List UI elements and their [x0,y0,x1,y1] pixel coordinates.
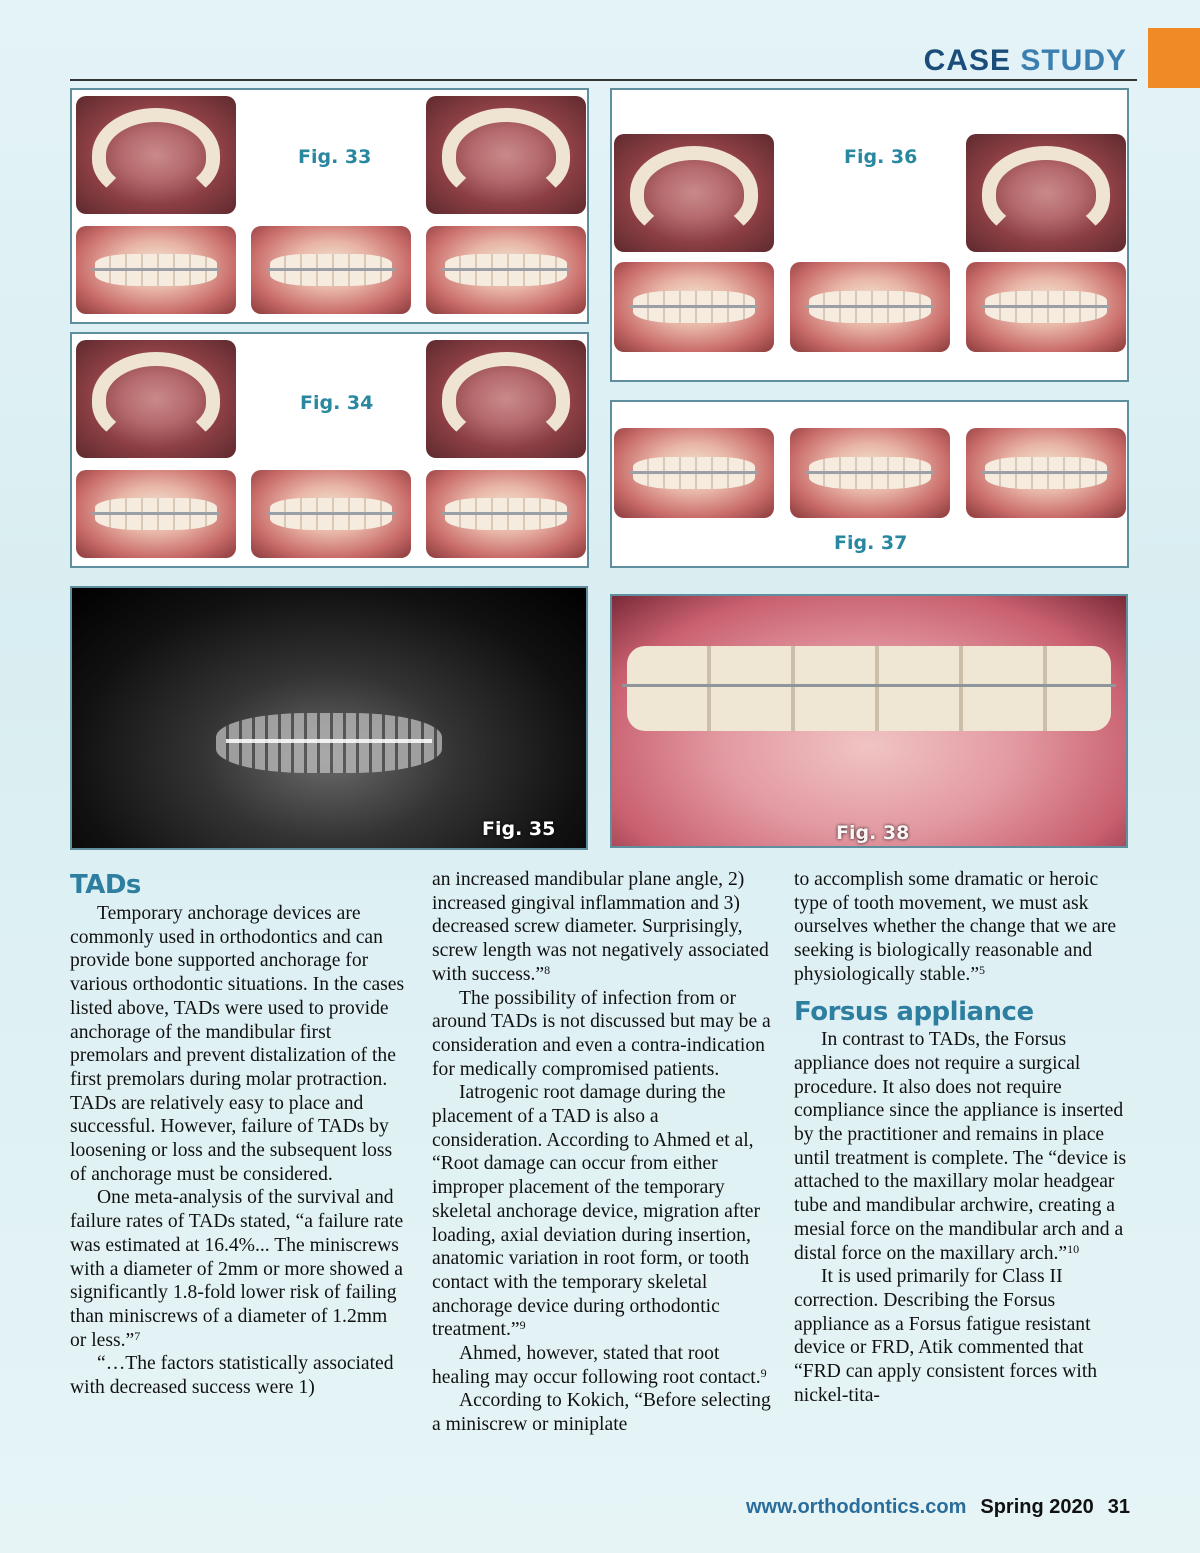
figure-35-panoramic-xray [70,586,588,850]
section-title-bold: CASE [923,44,1011,77]
paragraph: According to Kokich, “Before selecting a miniscrew or miniplate [432,1390,771,1436]
figure-33-upper-arch-photo [76,96,236,214]
figure-34-left-bite-photo [426,470,586,558]
figure-38-closeup-photo [610,594,1128,848]
column-1 [70,902,406,1400]
figure-38-label: Fig. 38 [836,822,910,844]
figure-37-right-bite-photo [614,428,774,518]
page-footer [746,1496,1130,1519]
paragraph: One meta-analysis of the survival and failure rates of TADs stated, “a failure rate was estimated at 16.4%... The miniscrews with a diameter of 2mm or more showed a significantly 1.8-fold lower risk of failing than miniscrews of a diameter of 1.2mm or less.”$^7$ [70,1187,404,1351]
paragraph: an increased mandibular plane angle, 2) increased gingival inflammation and 3) decreased screw diameter. Surprisingly, screw length was not negatively associated with success.”$^8$ [432,869,769,985]
figure-33-label: Fig. 33 [298,146,372,168]
figure-33-front-bite-photo [251,226,411,314]
figure-34-lower-arch-photo [426,340,586,458]
figure-36-front-bite-photo [790,262,950,352]
figure-36-upper-arch-photo [614,134,774,252]
forsus-heading: Forsus appliance [794,996,1034,1027]
figure-33-left-bite-photo [426,226,586,314]
section-title-thin: STUDY [1020,44,1127,77]
figure-37-left-bite-photo [966,428,1126,518]
page-number: 31 [1107,1496,1130,1518]
figure-33-panel [70,88,589,324]
figure-36-panel [610,88,1129,382]
paragraph: It is used primarily for Class II correction. Describing the Forsus appliance as a Forsus fatigue resistant device or FRD, Atik commented that “FRD can apply consistent forces with nickel-tita- [794,1266,1098,1406]
figure-34-upper-arch-photo [76,340,236,458]
paragraph: “…The factors statistically associated with decreased success were 1) [70,1353,394,1399]
section-tab [1148,28,1200,88]
paragraph: In contrast to TADs, the Forsus appliance does not require a surgical procedure. It also does not require compliance since the appliance is inserted by the practitioner and remains in place until treatment is complete. The “device is attached to the maxillary molar headgear tube and mandibular archwire, creating a mesial force on the mandibular arch and a distal force on the maxillary arch.”$^{10}$ [794,1029,1127,1264]
paragraph: Temporary anchorage devices are commonly used in orthodontics and can provide bone supported anchorage for various orthodontic situations. In the cases listed above, TADs were used to provide anchorage of the mandibular first premolars and prevent distalization of the first premolars during molar protraction. TADs are relatively easy to place and successful. However, failure of TADs by loosening or loss and the subsequent loss of anchorage must be considered. [70,903,405,1185]
column-2 [432,868,772,1437]
footer-url[interactable]: www.orthodontics.com [745,1496,967,1518]
section-title [924,44,1127,78]
paragraph: Iatrogenic root damage during the placement of a TAD is also a consideration. According to Ahmed et al, “Root damage can occur from either improper placement of the temporary skeletal anchorage device, migration after loading, axial deviation during insertion, anatomic variation in root form, or tooth contact with the temporary skeletal anchorage device during orthodontic treatment.”$^9$ [432,1082,761,1341]
footer-issue: Spring 2020 [980,1496,1094,1518]
header-rule [70,79,1137,81]
figure-36-label: Fig. 36 [844,146,918,168]
figure-34-panel [70,332,589,568]
figure-36-lower-arch-photo [966,134,1126,252]
paragraph: to accomplish some dramatic or heroic type of tooth movement, we must ask ourselves whether the change that we are seeking is biologically reasonable and physiologically stable.”$^5$ [794,869,1117,985]
figure-34-front-bite-photo [251,470,411,558]
figure-36-left-bite-photo [966,262,1126,352]
figure-33-lower-arch-photo [426,96,586,214]
figure-35-label: Fig. 35 [482,818,556,840]
figure-37-label: Fig. 37 [834,532,908,554]
figure-37-front-bite-photo [790,428,950,518]
tads-heading: TADs [70,870,141,900]
figure-33-right-bite-photo [76,226,236,314]
paragraph: Ahmed, however, stated that root healing may occur following root contact.$^9$ [432,1343,767,1388]
figure-36-right-bite-photo [614,262,774,352]
figure-34-right-bite-photo [76,470,236,558]
figure-37-panel [610,400,1129,568]
figure-34-label: Fig. 34 [300,392,374,414]
paragraph: The possibility of infection from or around TADs is not discussed but may be a consideration and even a contra-indication for medically compromised patients. [432,987,771,1080]
column-3 [794,868,1130,1407]
